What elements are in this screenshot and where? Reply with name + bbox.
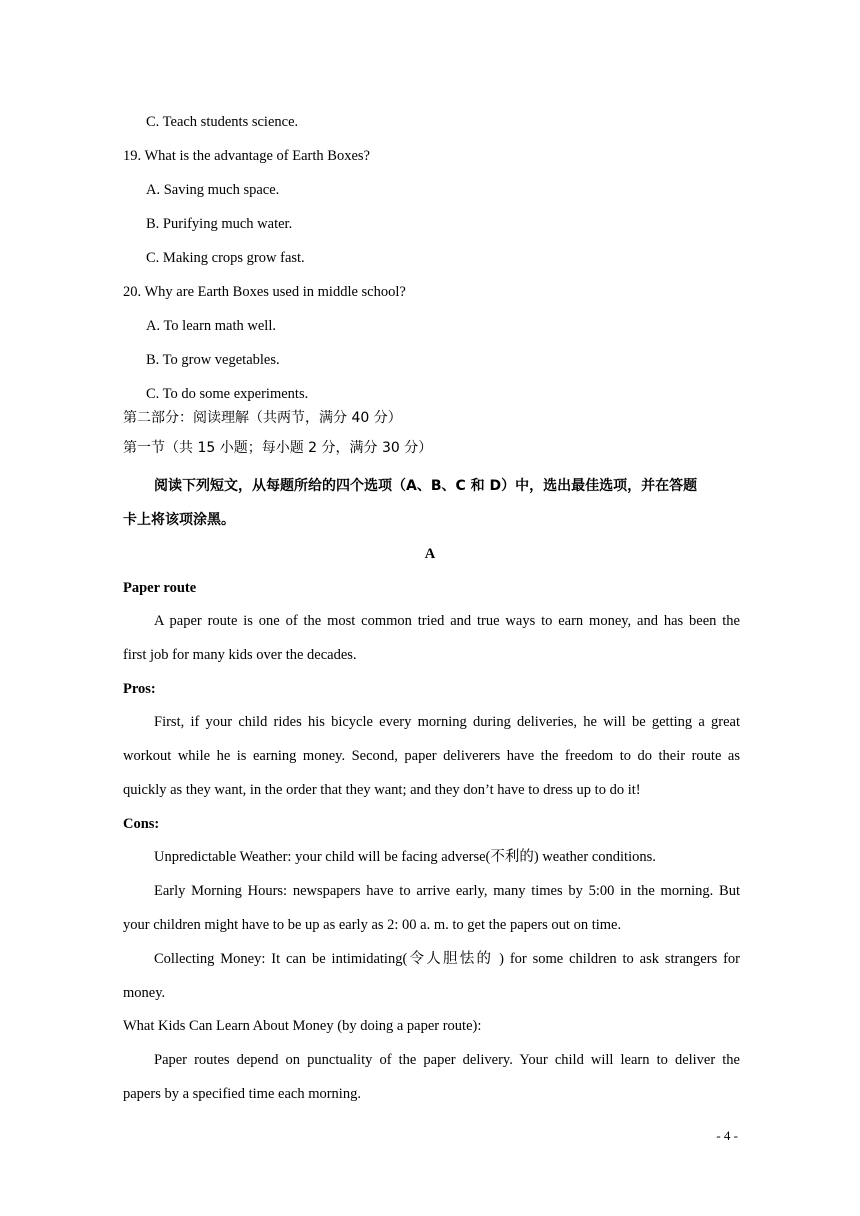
pros-line-1: First, if your child rides his bicycle every morning during deliveries, he will be getting a great (154, 714, 740, 730)
q20-option-a: A. To learn math well. (146, 318, 276, 334)
section-one-title: 第一节（共 15 小题；每小题 2 分，满分 30 分） (123, 440, 433, 456)
cons-morning-line-1: Early Morning Hours: newspapers have to arrive early, many times by 5:00 in the morning. But (154, 883, 740, 899)
pros-line-3: quickly as they want, in the order that they want; and they don’t have to dress up to do it! (123, 782, 641, 798)
cons-money-line-2: money. (123, 985, 166, 1001)
instruction-line-1: 阅读下列短文，从每题所给的四个选项（A、B、C 和 D）中，选出最佳选项，并在答题 (154, 478, 698, 494)
q19-option-b: B. Purifying much water. (146, 216, 293, 232)
learn-line-1: Paper routes depend on punctuality of the paper delivery. Your child will learn to deliver the (154, 1052, 740, 1068)
passage-letter: A (424, 546, 436, 562)
intro-line-1: A paper route is one of the most common tried and true ways to earn money, and has been the (154, 613, 740, 629)
q20-option-b: B. To grow vegetables. (146, 352, 280, 368)
q19-option-a: A. Saving much space. (146, 182, 280, 198)
q19-option-c: C. Making crops grow fast. (146, 250, 305, 266)
instruction-line-2: 卡上将该项涂黑。 (123, 512, 235, 528)
page-number: - 4 - (716, 1128, 738, 1143)
learn-line-2: papers by a specified time each morning. (123, 1086, 361, 1102)
question-19: 19. What is the advantage of Earth Boxes? (123, 148, 370, 164)
intro-line-2: first job for many kids over the decades. (123, 647, 357, 663)
passage-title: Paper route (123, 580, 197, 596)
cons-morning-line-2: your children might have to be up as early as 2: 00 a. m. to get the papers out on time. (123, 917, 622, 933)
learn-heading: What Kids Can Learn About Money (by doing a paper route): (123, 1018, 482, 1034)
cons-heading: Cons: (123, 816, 160, 832)
question-20: 20. Why are Earth Boxes used in middle school? (123, 284, 406, 300)
q18-option-c: C. Teach students science. (146, 114, 299, 130)
q20-option-c: C. To do some experiments. (146, 386, 309, 402)
cons-weather: Unpredictable Weather: your child will be facing adverse(不利的) weather conditions. (154, 849, 656, 865)
cons-money-line-1: Collecting Money: It can be intimidating(令人胆怯的 ) for some children to ask strangers for (154, 951, 740, 967)
part-two-title: 第二部分：阅读理解（共两节，满分 40 分） (123, 410, 402, 426)
pros-line-2: workout while he is earning money. Second, paper deliverers have the freedom to do their route as (123, 748, 740, 764)
pros-heading: Pros: (123, 681, 156, 697)
